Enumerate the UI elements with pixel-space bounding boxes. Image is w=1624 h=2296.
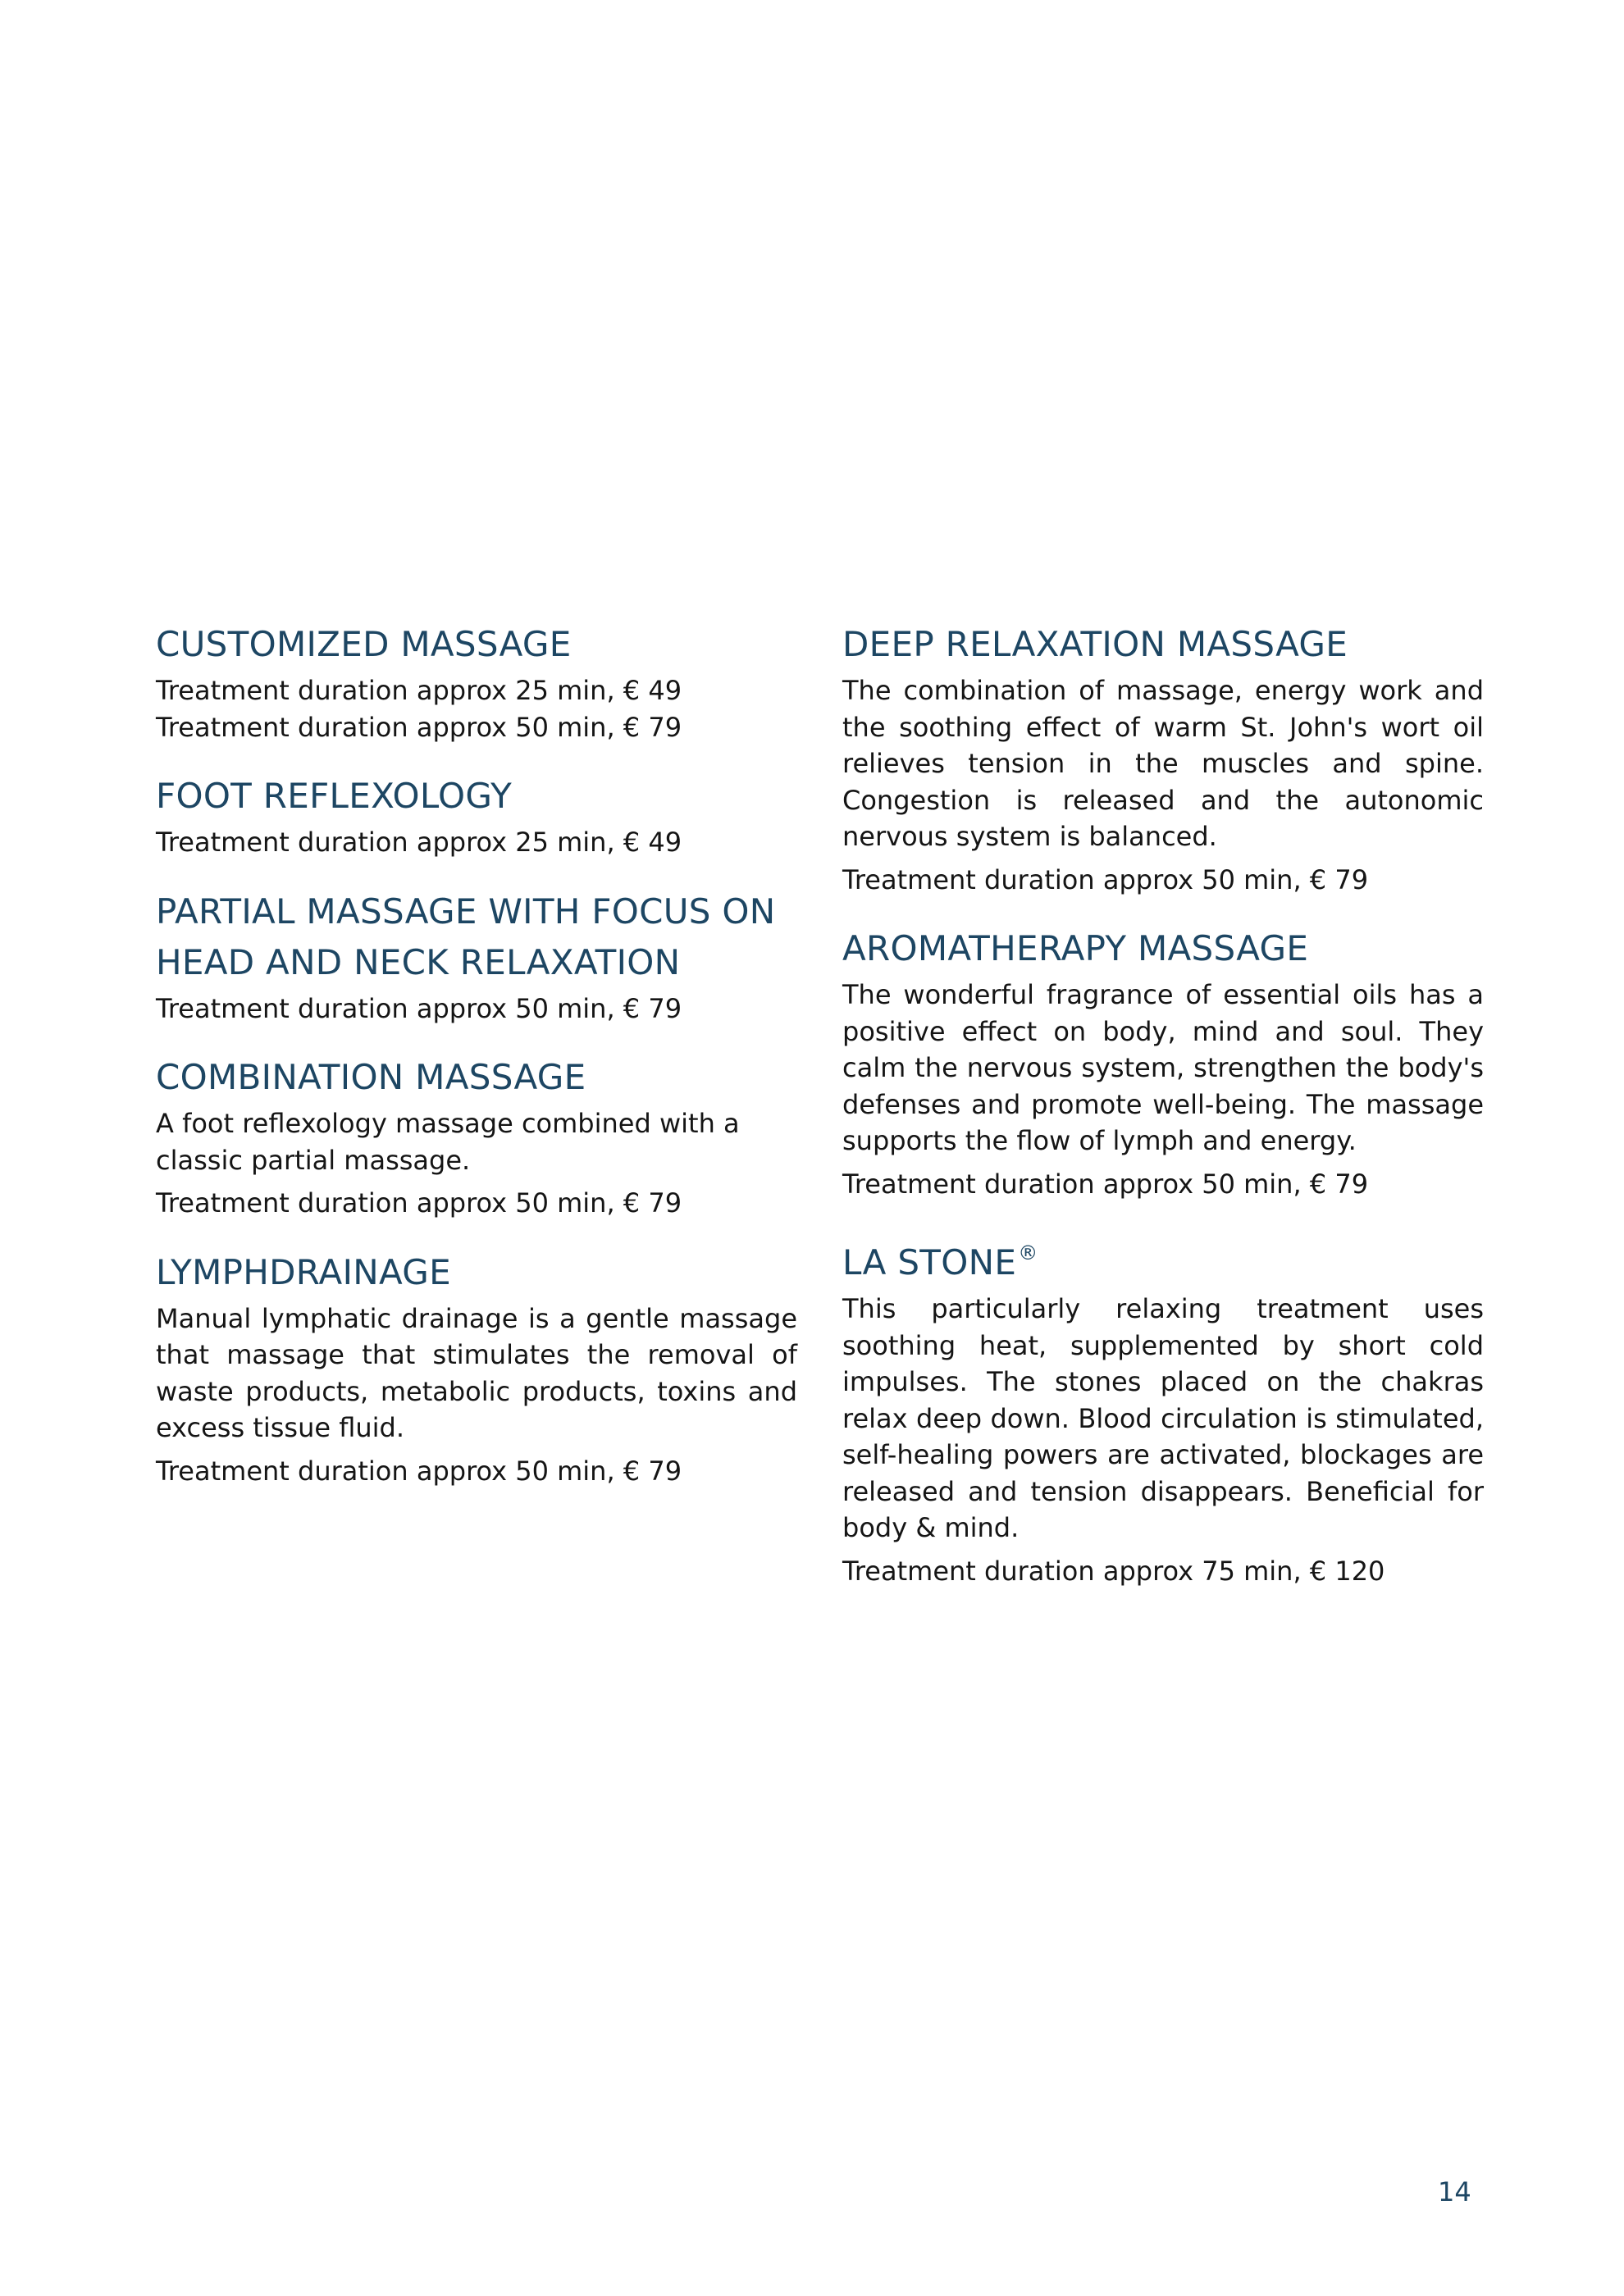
lymphdrainage-description: Manual lymphatic drainage is a gentle massage that massage that stimulates the removal of waste products, metabolic products, toxins and excess tissue fluid. [156, 1302, 797, 1443]
aromatherapy-description: The wonderful fragrance of essential oils has a positive effect on body, mind and soul. They calm the nervous system, strengthen the body's defenses and promote well-being. The massage supports the flow of lymph and energy. [842, 979, 1484, 1156]
foot-reflexology-section [156, 771, 797, 861]
aromatherapy-section [842, 923, 1484, 1202]
deep-relaxation-duration: Treatment duration approx 50 min, € 79 [842, 863, 1369, 895]
deep-relaxation-description: The combination of massage, energy work and the soothing effect of warm St. John's wort oil relieves tension in the muscles and spine. Congestion is released and the autonomic nervous system is balanced. [842, 675, 1484, 852]
aromatherapy-duration: Treatment duration approx 50 min, € 79 [842, 1168, 1369, 1200]
registered-mark: ® [1018, 1241, 1038, 1264]
la-stone-description: This particularly relaxing treatment uses soothing heat, supplemented by short cold impulses. The stones placed on the chakras relax deep down. Blood circulation is stimulated, self-healing powers are activated, blockages are released and tension disappears. Beneficial for body & mind. [842, 1293, 1484, 1543]
combination-massage-description: A foot reflexology massage combined with a classic partial massage. [156, 1108, 740, 1176]
la-stone-section [842, 1228, 1484, 1589]
la-stone-title: LA STONE [842, 1242, 1017, 1282]
aromatherapy-title: AROMATHERAPY MASSAGE [842, 928, 1309, 968]
deep-relaxation-section [842, 619, 1484, 898]
foot-reflexology-title: FOOT REFLEXOLOGY [156, 776, 513, 816]
customized-massage-section [156, 619, 797, 745]
customized-massage-duration-50: Treatment duration approx 50 min, € 79 [156, 711, 682, 743]
page-number: 14 [1438, 2176, 1471, 2207]
customized-massage-duration-25: Treatment duration approx 25 min, € 49 [156, 675, 682, 706]
right-column [842, 619, 1484, 1589]
lymphdrainage-duration: Treatment duration approx 50 min, € 79 [156, 1455, 682, 1487]
partial-massage-title: PARTIAL MASSAGE WITH FOCUS ON HEAD AND NECK RELAXATION [156, 891, 776, 982]
left-column [156, 619, 797, 1489]
combination-massage-title: COMBINATION MASSAGE [156, 1057, 586, 1097]
lymphdrainage-section [156, 1247, 797, 1490]
foot-reflexology-duration: Treatment duration approx 25 min, € 49 [156, 827, 682, 858]
customized-massage-title: CUSTOMIZED MASSAGE [156, 624, 572, 664]
lymphdrainage-title: LYMPHDRAINAGE [156, 1251, 451, 1292]
la-stone-duration: Treatment duration approx 75 min, € 120 [842, 1555, 1385, 1587]
combination-massage-section [156, 1052, 797, 1222]
la-stone-heading [842, 1228, 1484, 1288]
partial-massage-duration: Treatment duration approx 50 min, € 79 [156, 992, 682, 1024]
deep-relaxation-title: DEEP RELAXATION MASSAGE [842, 624, 1348, 664]
partial-massage-section [156, 886, 797, 1027]
combination-massage-duration: Treatment duration approx 50 min, € 79 [156, 1187, 682, 1219]
